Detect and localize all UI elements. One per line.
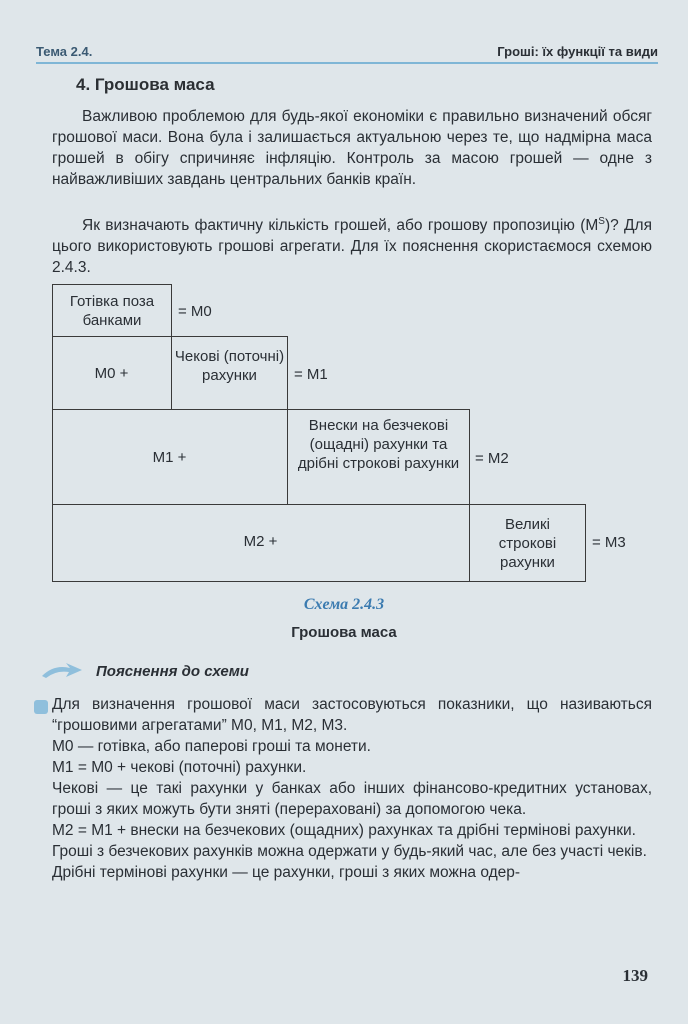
explanation-line: Для визначення грошової маси застосовуються показники, що називаються “грошовими агрегатами” М0, М1, М2, М3. <box>52 696 652 734</box>
explanation-line: Дрібні термінові рахунки — це рахунки, гроші з яких можна одер- <box>52 864 521 881</box>
label-eq-m3: = М3 <box>592 534 626 551</box>
header-divider <box>36 62 658 64</box>
paragraph-question-part1: Як визначають фактичну кількість грошей, або грошову пропозицію (M <box>82 217 599 235</box>
explanation-body <box>52 694 652 883</box>
label-checking-accounts: Чекові (поточні) рахунки <box>174 348 285 384</box>
paragraph-intro: Важливою проблемою для будь-якої економіки є правильно визначений обсяг грошової маси. Вона була і залишається актуальною через те, що надмірна маса грошей в обігу спричиняє інфляцію. Контроль за масою грошей — одне з найважливіших завдань центральних банків країн. <box>52 108 652 188</box>
explanation-line: М0 — готівка, або паперові гроші та монети. <box>52 738 371 755</box>
label-m2-plus: М2 + <box>243 533 278 550</box>
explanation-heading: Пояснення до схеми <box>96 663 249 680</box>
note-marker-icon <box>34 700 48 714</box>
explanation-line: Гроші з безчекових рахунків можна одержати у будь-який час, але без участі чеків. <box>52 843 647 860</box>
page-header <box>36 42 658 62</box>
scheme-number: Схема 2.4.3 <box>303 596 385 613</box>
explanation-line: М2 = М1 + внески на безчекових (ощадних) рахунках та дрібні термінові рахунки. <box>52 822 636 839</box>
label-m1-plus: М1 + <box>152 449 187 466</box>
pointer-icon <box>40 660 84 682</box>
label-m0-plus: М0 + <box>94 365 129 382</box>
explanation-line: М1 = М0 + чекові (поточні) рахунки. <box>52 759 307 776</box>
label-eq-m1: = М1 <box>294 366 328 383</box>
label-eq-m2: = М2 <box>475 450 509 467</box>
paragraph-question <box>52 211 652 278</box>
label-large-time-accounts: Великі строкові рахунки <box>498 516 557 571</box>
topic-label: Тема 2.4. <box>36 44 93 59</box>
label-cash-outside-banks: Готівка поза банками <box>69 293 155 329</box>
label-savings-accounts: Внески на безчекові (ощадні) рахунки та дрібні строкові рахунки <box>297 417 460 472</box>
page-number: 139 <box>622 966 648 985</box>
paragraph-question-part2: )? Для цього використовують грошові агрегати. Для їх пояснення скористаємося схемою 2.4.3. <box>52 217 652 277</box>
explanation-line: Чекові — це такі рахунки у банках або інших фінансово-кредитних установах, гроші з яких можуть бути зняті (перераховані) за допомогою чека. <box>52 780 652 818</box>
section-title: 4. Грошова маса <box>76 75 215 94</box>
chapter-title: Гроші: їх функції та види <box>497 44 658 59</box>
label-eq-m0: = М0 <box>178 303 212 320</box>
scheme-title: Грошова маса <box>291 624 397 641</box>
supply-superscript: S <box>598 216 605 227</box>
